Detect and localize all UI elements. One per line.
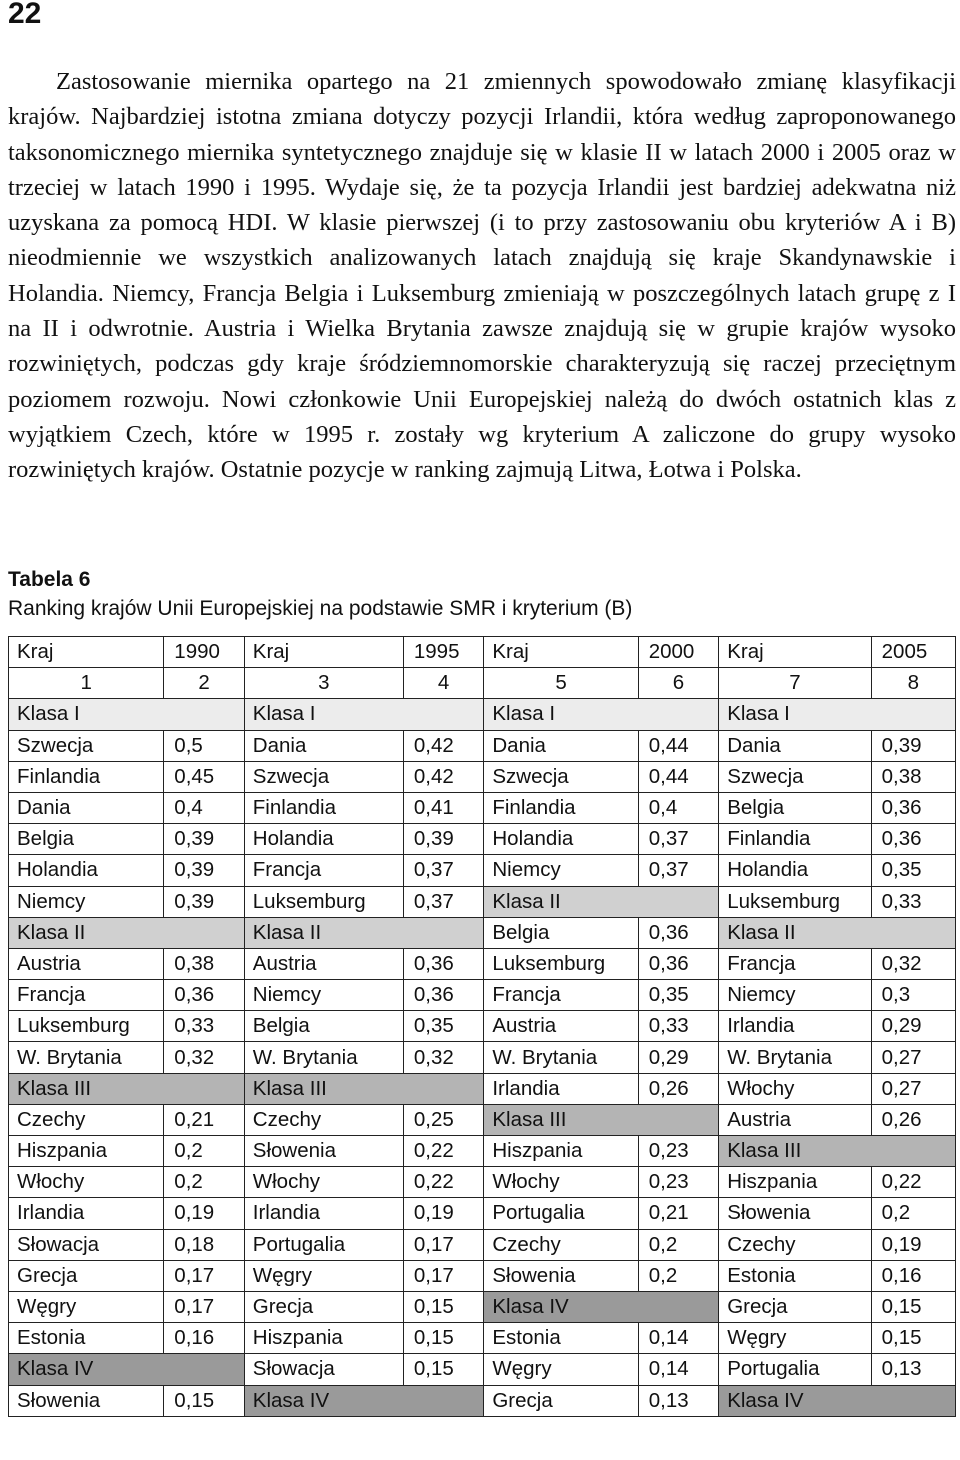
header-cell: 2005 [871, 637, 955, 668]
country-cell: Estonia [9, 1323, 164, 1354]
value-cell: 0,27 [871, 1073, 955, 1104]
country-cell: Słowacja [9, 1229, 164, 1260]
country-cell: Austria [484, 1011, 638, 1042]
value-cell: 0,2 [638, 1229, 718, 1260]
country-cell: Czechy [9, 1104, 164, 1135]
value-cell: 0,22 [403, 1167, 483, 1198]
country-cell: Grecja [9, 1260, 164, 1291]
value-cell: 0,13 [871, 1354, 955, 1385]
country-cell: Estonia [719, 1260, 871, 1291]
country-cell: Austria [9, 948, 164, 979]
table-row [9, 1354, 956, 1385]
value-cell: 0,39 [164, 824, 244, 855]
table-caption: Ranking krajów Unii Europejskiej na podstawie SMR i kryterium (B) [8, 597, 633, 620]
value-cell: 0,32 [871, 948, 955, 979]
country-cell: Grecja [244, 1291, 403, 1322]
value-cell: 0,17 [164, 1260, 244, 1291]
value-cell: 0,36 [638, 917, 718, 948]
value-cell: 0,13 [638, 1385, 718, 1416]
value-cell: 0,19 [871, 1229, 955, 1260]
column-number-cell: 6 [638, 668, 718, 699]
country-cell: Francja [719, 948, 871, 979]
value-cell: 0,15 [403, 1291, 483, 1322]
value-cell: 0,26 [638, 1073, 718, 1104]
header-cell: 2000 [638, 637, 718, 668]
value-cell: 0,42 [403, 730, 483, 761]
country-cell: Czechy [719, 1229, 871, 1260]
value-cell: 0,4 [164, 792, 244, 823]
table-label: Tabela 6 [8, 568, 91, 591]
country-cell: Austria [719, 1104, 871, 1135]
value-cell: 0,16 [871, 1260, 955, 1291]
value-cell: 0,29 [871, 1011, 955, 1042]
column-number-cell: 4 [403, 668, 483, 699]
country-cell: Francja [244, 855, 403, 886]
value-cell: 0,44 [638, 761, 718, 792]
table-row [9, 1011, 956, 1042]
country-cell: Austria [244, 948, 403, 979]
country-cell: Słowenia [244, 1136, 403, 1167]
country-cell: Finlandia [9, 761, 164, 792]
class-header-cell: Klasa II [244, 917, 484, 948]
country-cell: Szwecja [484, 761, 638, 792]
class-header-cell: Klasa III [9, 1073, 245, 1104]
value-cell: 0,39 [164, 855, 244, 886]
country-cell: Luksemburg [484, 948, 638, 979]
table-row [9, 1291, 956, 1322]
value-cell: 0,14 [638, 1323, 718, 1354]
country-cell: Niemcy [719, 980, 871, 1011]
country-cell: Włochy [244, 1167, 403, 1198]
country-cell: Szwecja [244, 761, 403, 792]
country-cell: Holandia [244, 824, 403, 855]
value-cell: 0,2 [638, 1260, 718, 1291]
table-row [9, 1260, 956, 1291]
value-cell: 0,15 [164, 1385, 244, 1416]
country-cell: Czechy [244, 1104, 403, 1135]
country-cell: Irlandia [244, 1198, 403, 1229]
class-header-cell: Klasa II [719, 917, 956, 948]
value-cell: 0,37 [638, 855, 718, 886]
country-cell: Węgry [9, 1291, 164, 1322]
table-row [9, 1167, 956, 1198]
country-cell: Niemcy [244, 980, 403, 1011]
table-row [9, 1229, 956, 1260]
country-cell: Dania [9, 792, 164, 823]
country-cell: Hiszpania [244, 1323, 403, 1354]
table-row [9, 1198, 956, 1229]
body-text [8, 64, 956, 488]
country-cell: Belgia [9, 824, 164, 855]
country-cell: W. Brytania [9, 1042, 164, 1073]
value-cell: 0,18 [164, 1229, 244, 1260]
value-cell: 0,29 [638, 1042, 718, 1073]
value-cell: 0,26 [871, 1104, 955, 1135]
value-cell: 0,37 [403, 886, 483, 917]
table-row [9, 1104, 956, 1135]
table-row [9, 917, 956, 948]
table-row [9, 1073, 956, 1104]
country-cell: Luksemburg [9, 1011, 164, 1042]
value-cell: 0,39 [164, 886, 244, 917]
country-cell: Luksemburg [719, 886, 871, 917]
country-cell: Słowenia [719, 1198, 871, 1229]
country-cell: Finlandia [244, 792, 403, 823]
class-header-cell: Klasa III [484, 1104, 719, 1135]
column-number-cell: 7 [719, 668, 871, 699]
country-cell: Niemcy [9, 886, 164, 917]
value-cell: 0,42 [403, 761, 483, 792]
value-cell: 0,2 [164, 1136, 244, 1167]
value-cell: 0,21 [164, 1104, 244, 1135]
table-row [9, 761, 956, 792]
country-cell: Włochy [719, 1073, 871, 1104]
country-cell: Hiszpania [9, 1136, 164, 1167]
value-cell: 0,15 [871, 1291, 955, 1322]
value-cell: 0,33 [871, 886, 955, 917]
class-header-cell: Klasa II [484, 886, 719, 917]
column-number-row [9, 668, 956, 699]
table-row [9, 1042, 956, 1073]
country-cell: Portugalia [484, 1198, 638, 1229]
table-row [9, 792, 956, 823]
class-header-cell: Klasa IV [719, 1385, 956, 1416]
country-cell: Włochy [9, 1167, 164, 1198]
table-body [9, 637, 956, 1417]
country-cell: Irlandia [719, 1011, 871, 1042]
table-row [9, 855, 956, 886]
header-row [9, 637, 956, 668]
value-cell: 0,25 [403, 1104, 483, 1135]
country-cell: W. Brytania [719, 1042, 871, 1073]
table-row [9, 1323, 956, 1354]
value-cell: 0,39 [403, 824, 483, 855]
country-cell: Czechy [484, 1229, 638, 1260]
country-cell: Węgry [484, 1354, 638, 1385]
country-cell: Holandia [484, 824, 638, 855]
country-cell: Holandia [9, 855, 164, 886]
country-cell: Luksemburg [244, 886, 403, 917]
value-cell: 0,35 [638, 980, 718, 1011]
header-cell: Kraj [719, 637, 871, 668]
country-cell: Estonia [484, 1323, 638, 1354]
class-header-cell: Klasa I [719, 699, 956, 730]
country-cell: W. Brytania [244, 1042, 403, 1073]
value-cell: 0,3 [871, 980, 955, 1011]
country-cell: Węgry [719, 1323, 871, 1354]
country-cell: Słowenia [484, 1260, 638, 1291]
country-cell: Węgry [244, 1260, 403, 1291]
country-cell: Francja [484, 980, 638, 1011]
value-cell: 0,36 [164, 980, 244, 1011]
country-cell: Dania [484, 730, 638, 761]
paragraph: Zastosowanie miernika opartego na 21 zmiennych spowodowało zmianę klasyfikacji krajów. Najbardziej istotna zmiana dotyczy pozycji Irlandii, która według zaproponowanego taksonomicznego miernika syntetycznego znajduje się w klasie II w latach 2000 i 2005 oraz w trzeciej w latach 1990 i 1995. Wydaje się, że ta pozycja Irlandii jest bardziej adekwatna niż uzyskana za pomocą HDI. W klasie pierwszej (i to przy zastosowaniu obu kryteriów A i B) nieodmiennie we wszystkich analizowanych latach znajdują się kraje Skandynawskie i Holandia. Niemcy, Francja Belgia i Luksemburg zmieniają w poszczególnych latach grupę z I na II i odwrotnie. Austria i Wielka Brytania zawsze znajdują się w grupie krajów wysoko rozwiniętych, podczas gdy kraje śródziemnomorskie charakteryzują się raczej przeciętnym poziomem rozwoju. Nowi członkowie Unii Europejskiej należą do dwóch ostatnich klas z wyjątkiem Czech, które w 1995 r. zostały wg kryterium A zaliczone do grupy wysoko rozwiniętych krajów. Ostatnie pozycje w ranking zajmują Litwa, Łotwa i Polska. [8, 68, 956, 484]
value-cell: 0,23 [638, 1167, 718, 1198]
value-cell: 0,36 [871, 792, 955, 823]
table-row [9, 948, 956, 979]
class-header-cell: Klasa I [9, 699, 245, 730]
value-cell: 0,32 [164, 1042, 244, 1073]
value-cell: 0,23 [638, 1136, 718, 1167]
country-cell: Irlandia [484, 1073, 638, 1104]
class-header-cell: Klasa IV [244, 1385, 484, 1416]
value-cell: 0,15 [403, 1354, 483, 1385]
country-cell: W. Brytania [484, 1042, 638, 1073]
column-number-cell: 3 [244, 668, 403, 699]
class-header-cell: Klasa I [484, 699, 719, 730]
country-cell: Hiszpania [484, 1136, 638, 1167]
column-number-cell: 2 [164, 668, 244, 699]
country-cell: Portugalia [719, 1354, 871, 1385]
value-cell: 0,17 [403, 1229, 483, 1260]
value-cell: 0,39 [871, 730, 955, 761]
class-header-cell: Klasa III [719, 1136, 956, 1167]
value-cell: 0,15 [871, 1323, 955, 1354]
value-cell: 0,22 [871, 1167, 955, 1198]
value-cell: 0,35 [403, 1011, 483, 1042]
class-header-cell: Klasa I [244, 699, 484, 730]
value-cell: 0,37 [403, 855, 483, 886]
value-cell: 0,38 [164, 948, 244, 979]
value-cell: 0,2 [871, 1198, 955, 1229]
table-row [9, 699, 956, 730]
value-cell: 0,17 [164, 1291, 244, 1322]
country-cell: Portugalia [244, 1229, 403, 1260]
value-cell: 0,5 [164, 730, 244, 761]
class-header-cell: Klasa II [9, 917, 245, 948]
table-row [9, 1385, 956, 1416]
value-cell: 0,19 [403, 1198, 483, 1229]
value-cell: 0,22 [403, 1136, 483, 1167]
country-cell: Szwecja [719, 761, 871, 792]
table-row [9, 980, 956, 1011]
class-header-cell: Klasa III [244, 1073, 484, 1104]
country-cell: Irlandia [9, 1198, 164, 1229]
country-cell: Dania [244, 730, 403, 761]
value-cell: 0,2 [164, 1167, 244, 1198]
value-cell: 0,4 [638, 792, 718, 823]
table-row [9, 886, 956, 917]
page-number: 22 [8, 0, 42, 30]
value-cell: 0,44 [638, 730, 718, 761]
country-cell: Finlandia [484, 792, 638, 823]
header-cell: 1990 [164, 637, 244, 668]
country-cell: Hiszpania [719, 1167, 871, 1198]
class-header-cell: Klasa IV [484, 1291, 719, 1322]
value-cell: 0,21 [638, 1198, 718, 1229]
country-cell: Belgia [719, 792, 871, 823]
country-cell: Dania [719, 730, 871, 761]
value-cell: 0,17 [403, 1260, 483, 1291]
country-cell: Holandia [719, 855, 871, 886]
value-cell: 0,36 [403, 980, 483, 1011]
value-cell: 0,36 [638, 948, 718, 979]
country-cell: Słowacja [244, 1354, 403, 1385]
column-number-cell: 8 [871, 668, 955, 699]
table-row [9, 730, 956, 761]
value-cell: 0,41 [403, 792, 483, 823]
class-header-cell: Klasa IV [9, 1354, 245, 1385]
header-cell: Kraj [484, 637, 638, 668]
header-cell: Kraj [9, 637, 164, 668]
value-cell: 0,38 [871, 761, 955, 792]
country-cell: Włochy [484, 1167, 638, 1198]
country-cell: Finlandia [719, 824, 871, 855]
column-number-cell: 1 [9, 668, 164, 699]
country-cell: Belgia [244, 1011, 403, 1042]
column-number-cell: 5 [484, 668, 638, 699]
ranking-table [8, 636, 956, 1417]
country-cell: Belgia [484, 917, 638, 948]
value-cell: 0,35 [871, 855, 955, 886]
value-cell: 0,33 [638, 1011, 718, 1042]
value-cell: 0,37 [638, 824, 718, 855]
value-cell: 0,15 [403, 1323, 483, 1354]
country-cell: Niemcy [484, 855, 638, 886]
value-cell: 0,36 [871, 824, 955, 855]
country-cell: Grecja [719, 1291, 871, 1322]
country-cell: Słowenia [9, 1385, 164, 1416]
header-cell: 1995 [403, 637, 483, 668]
country-cell: Francja [9, 980, 164, 1011]
country-cell: Szwecja [9, 730, 164, 761]
header-cell: Kraj [244, 637, 403, 668]
value-cell: 0,14 [638, 1354, 718, 1385]
value-cell: 0,27 [871, 1042, 955, 1073]
value-cell: 0,19 [164, 1198, 244, 1229]
table-row [9, 1136, 956, 1167]
country-cell: Grecja [484, 1385, 638, 1416]
value-cell: 0,16 [164, 1323, 244, 1354]
table-row [9, 824, 956, 855]
value-cell: 0,45 [164, 761, 244, 792]
value-cell: 0,36 [403, 948, 483, 979]
value-cell: 0,32 [403, 1042, 483, 1073]
value-cell: 0,33 [164, 1011, 244, 1042]
